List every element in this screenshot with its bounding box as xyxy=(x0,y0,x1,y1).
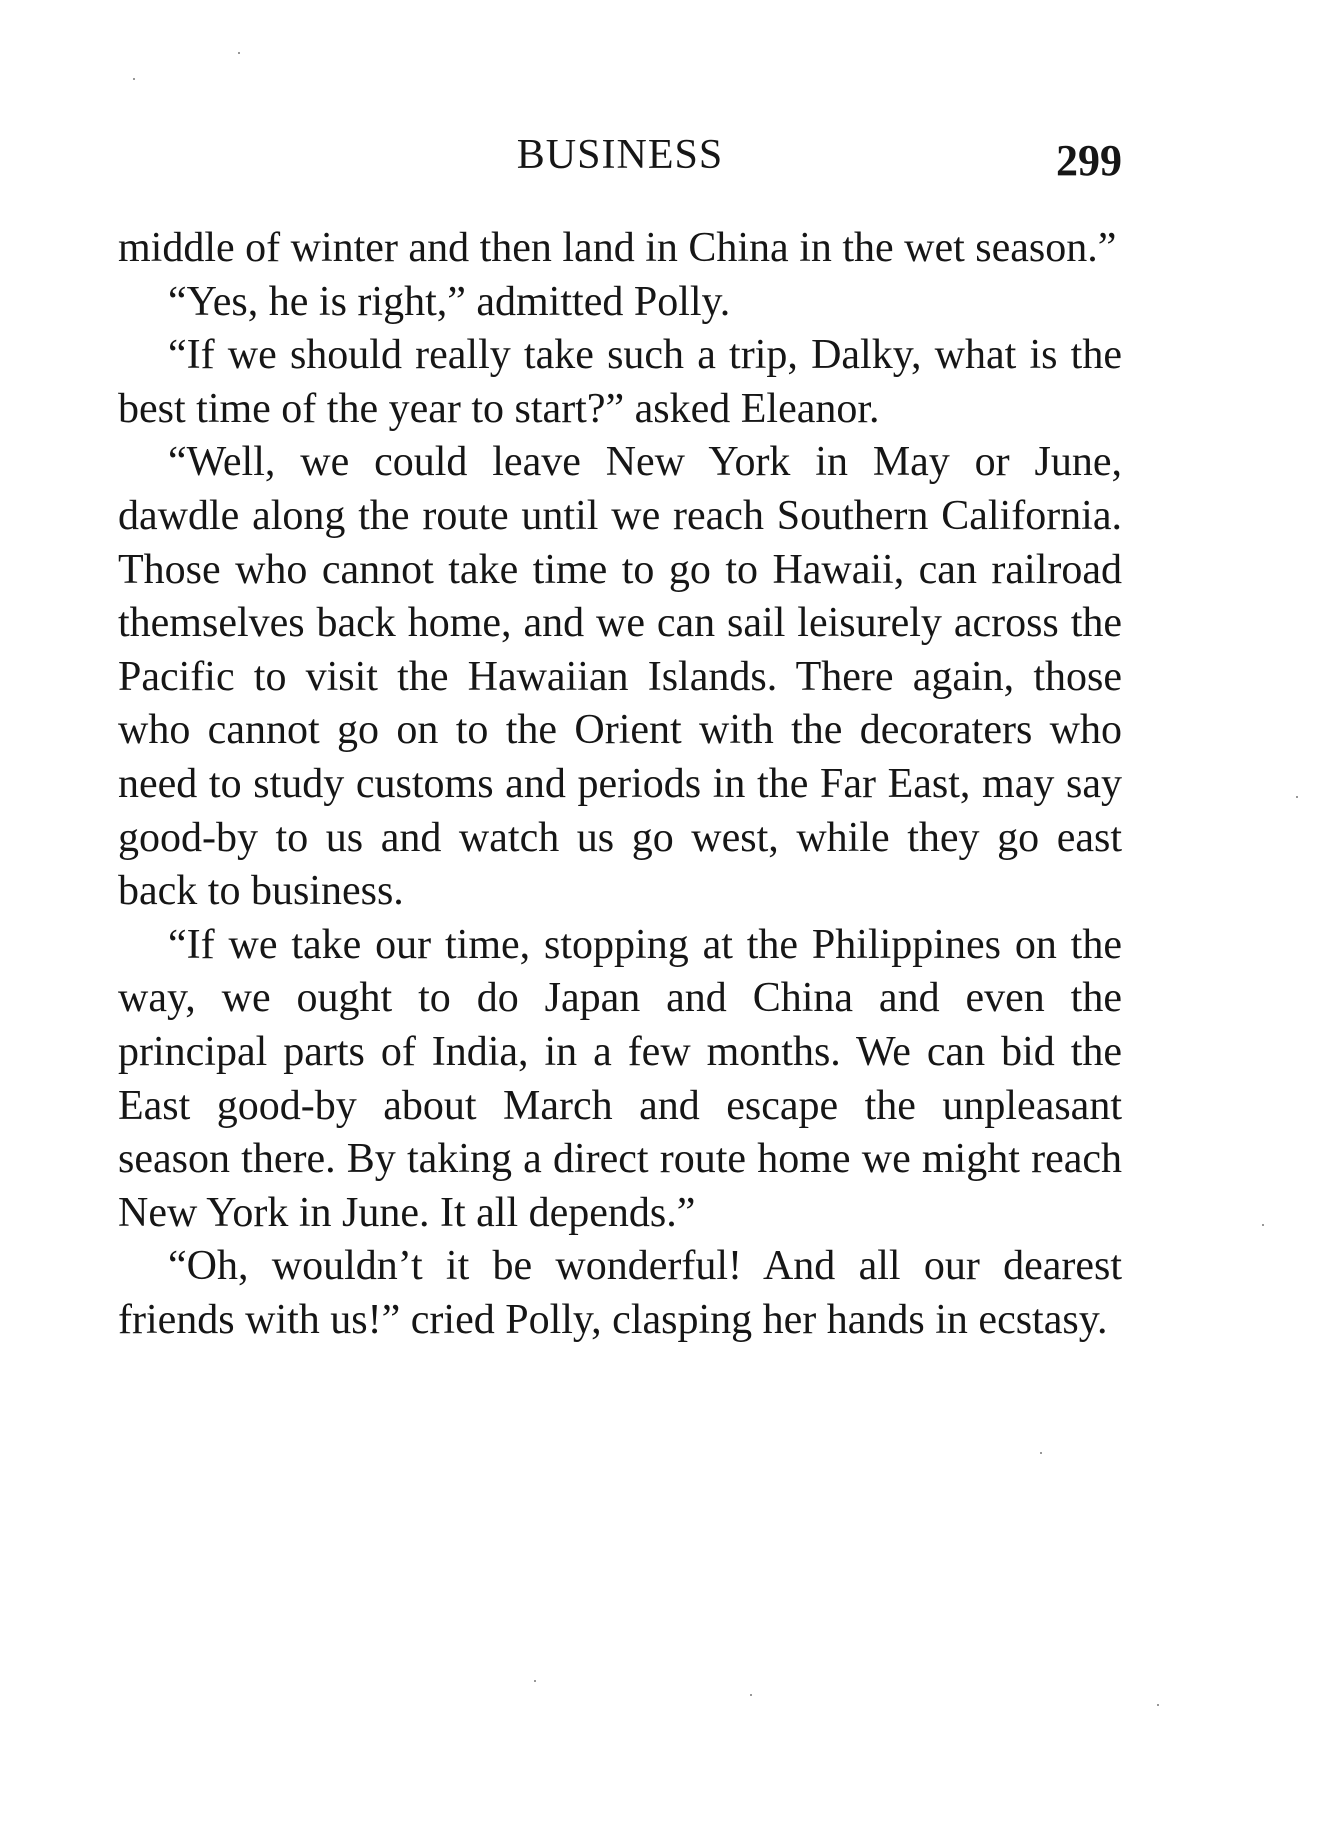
paragraph: “If we take our time, stopping at the Philippines on the way, we ought to do Japan and China and even the principal parts of India, in a few months. We can bid the East good-by about March and escape the unpleasant season there. By taking a direct route home we might reach New York in June. It all depends.” xyxy=(118,921,1122,1236)
paragraph: “If we should really take such a trip, Dalky, what is the best time of the year to start?” asked Eleanor. xyxy=(118,332,1122,432)
scan-speck xyxy=(534,1680,536,1682)
scan-speck xyxy=(1157,1704,1159,1706)
running-title: BUSINESS xyxy=(516,132,724,178)
body-text xyxy=(118,222,1122,1347)
paragraph: “Yes, he is right,” admitted Polly. xyxy=(168,278,731,325)
scan-speck xyxy=(1262,1224,1264,1226)
page-number: 299 xyxy=(1056,136,1122,185)
paragraph: “Oh, wouldn’t it be wonderful! And all our dearest friends with us!” cried Polly, clasping her hands in ecstasy. xyxy=(118,1243,1122,1343)
scan-speck xyxy=(1296,796,1298,798)
scan-speck xyxy=(750,1694,752,1696)
scan-speck xyxy=(238,52,240,54)
scan-speck xyxy=(1040,1452,1042,1454)
scan-speck xyxy=(133,78,135,80)
running-head xyxy=(118,128,1122,188)
paragraph-continuation: middle of winter and then land in China in the wet season.” xyxy=(118,225,1117,271)
paragraph: “Well, we could leave New York in May or June, dawdle along the route until we reach Southern California. Those who cannot take time to go to Hawaii, can railroad themselves back home, and we can sail leisurely across the Pacific to visit the Hawaiian Islands. There again, those who cannot go on to the Orient with the decoraters who need to study customs and periods in the Far East, may say good-by to us and watch us go west, while they go east back to business. xyxy=(118,439,1122,915)
